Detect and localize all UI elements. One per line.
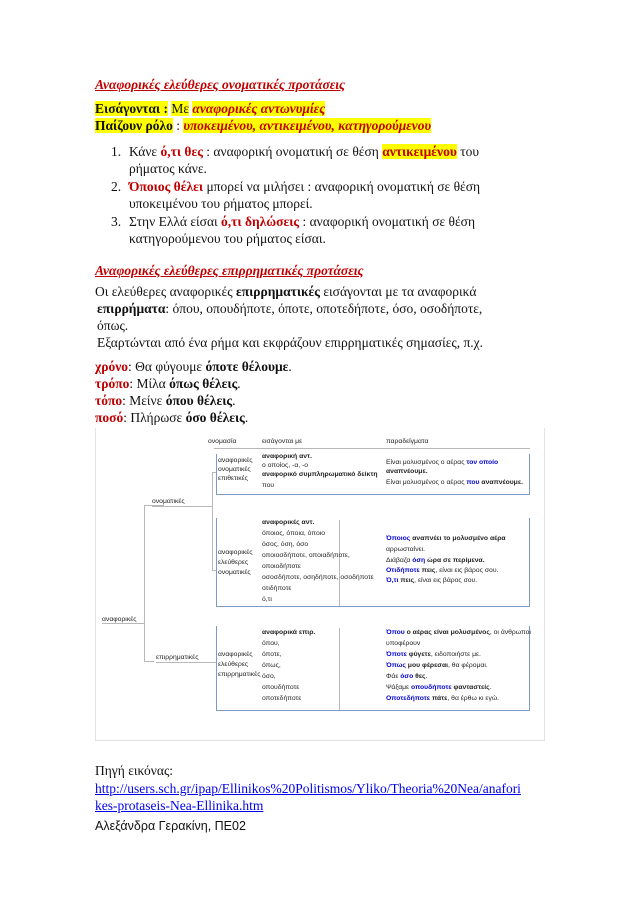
- row-name: ελεύθερες: [218, 559, 249, 566]
- ex-key: όση: [412, 557, 426, 564]
- example-line: [95, 358, 292, 375]
- ex-text: , οι άνθρωποι: [489, 629, 531, 636]
- list-item-cont: υποκειμένου του ρήματος μπορεί.: [129, 196, 313, 211]
- example-bold: όπως θέλεις: [169, 376, 238, 391]
- example-text: : Μείνε: [122, 393, 163, 408]
- list-item: [111, 143, 479, 160]
- ex-key: που: [466, 479, 480, 486]
- intro-text: όσο,: [262, 673, 276, 680]
- intro-bold: αναφορική αντ.: [262, 453, 312, 460]
- ex-text: Είναι μολυσμένος ο αέρας: [386, 459, 465, 466]
- intro-label: Εισάγονται :: [95, 101, 168, 116]
- role-value: υποκειμένου, αντικειμένου, κατηγορούμενου: [183, 118, 432, 133]
- item-key: ό,τι δηλώσεις: [221, 214, 300, 229]
- paragraph-line: Εξαρτώνται από ένα ρήμα και εκφράζουν επιρρηματικές σημασίες, π.χ.: [97, 335, 484, 350]
- header-name: ονομασία: [208, 438, 237, 445]
- ex-bold: φανταστείς: [453, 684, 490, 691]
- col-divider: [339, 628, 340, 710]
- role-line: [95, 117, 431, 134]
- example-text: : Μίλα: [129, 376, 166, 391]
- list-number: 2.: [111, 179, 122, 194]
- paragraph-line: [97, 300, 482, 317]
- row-bottom: [216, 710, 530, 711]
- row-bottom: [216, 494, 530, 495]
- intro-text: όπου,: [262, 640, 280, 647]
- ex-text: .: [425, 673, 428, 680]
- intro-text: οποιοδήποτε: [262, 563, 301, 570]
- source-link-cont[interactable]: kes-protaseis-Nea-Ellinika.htm: [95, 798, 264, 813]
- example: [386, 694, 499, 704]
- branch-adverbial: επιρρηματικές: [156, 654, 199, 661]
- list-item-cont: κατηγορούμενου του ρήματος είσαι.: [129, 231, 326, 246]
- ex-text: , θα έρθω κι εγώ.: [447, 695, 500, 702]
- ex-key: Ό,τι: [386, 577, 399, 584]
- header-divider: [214, 448, 530, 449]
- ex-bold: ώρα σε περίμενα.: [427, 557, 485, 564]
- example-bold: όποτε θέλουμε: [205, 359, 289, 374]
- ex-text: Διάβαζα: [386, 557, 411, 564]
- example: [386, 672, 427, 682]
- ex-bold: μου φέρεσαι: [407, 662, 449, 669]
- item-text: Κάνε: [129, 144, 158, 159]
- row-name: ονοματικές: [218, 569, 251, 576]
- ex-text: .: [425, 468, 428, 475]
- role-sep: :: [176, 118, 180, 133]
- ex-bold: πεις: [400, 577, 415, 584]
- ex-text: , είναι εις βάρος σου.: [435, 567, 499, 574]
- example: [386, 478, 523, 488]
- item-text: : αναφορική ονοματική σε θέση: [206, 144, 379, 159]
- ex-bold: φύγετε: [408, 651, 431, 658]
- intro-text: που: [262, 482, 275, 489]
- example-bold: όπου θέλεις: [165, 393, 233, 408]
- example-bold: όσο θέλεις: [185, 410, 245, 425]
- ex-key: Όπου: [386, 629, 405, 636]
- intro-bold: αναφορικές αντ.: [262, 519, 315, 526]
- intro-text: οποιοσδήποτε, οποιαδήποτε,: [262, 552, 350, 559]
- example: [386, 556, 485, 566]
- author-signature: Αλεξάνδρα Γερακίνη, ΠΕ02: [95, 819, 246, 833]
- para-text: εισάγονται με τα αναφορικά: [323, 284, 477, 299]
- item-text: Στην Ελλά είσαι: [129, 214, 218, 229]
- ex-text: Φάε: [386, 673, 399, 680]
- item-text: μπορεί να μιλήσει : αναφορική ονοματική σε θέση: [206, 179, 481, 194]
- ex-text: , είναι εις βάρος σου.: [414, 577, 478, 584]
- example: υποφέρουν: [386, 640, 421, 647]
- paragraph-line: [95, 283, 476, 300]
- list-number: 3.: [111, 214, 122, 229]
- row-name: επιθετικές: [218, 475, 248, 482]
- branch-nominal: ονοματικές: [152, 498, 185, 505]
- ex-key: Όποτε: [386, 651, 407, 658]
- example: [386, 683, 492, 693]
- intro-text: Με: [171, 101, 190, 116]
- section1-heading: Αναφορικές ελεύθερες ονοματικές προτάσεις: [95, 77, 346, 92]
- para-text: : όπου, οπουδήποτε, όποτε, οποτεδήποτε, όσο, οσοδήποτε,: [165, 301, 483, 316]
- intro-text: όποιος, όποια, όποιο: [262, 530, 326, 537]
- para-bold: επιρρήματα: [97, 301, 166, 316]
- intro-text: οσοσδήποτε, οσηδήποτε, οσοδήποτε: [262, 574, 374, 581]
- intro-text: όπως,: [262, 662, 281, 669]
- nominal-trunk: [212, 472, 213, 570]
- ex-bold: αναπνέουμε.: [481, 479, 523, 486]
- para-bold: επιρρηματικές: [235, 284, 320, 299]
- intro-bold: αναφορικό συμπληρωματικό δείκτη: [262, 471, 378, 478]
- example-label: ποσό: [95, 410, 124, 425]
- branch-connector: [144, 661, 154, 662]
- ex-text: .: [489, 684, 492, 691]
- ex-text: , ειδοποιήστε με.: [430, 651, 481, 658]
- row-bracket: [529, 518, 530, 606]
- ex-bold: πάτε: [431, 695, 448, 702]
- example: [386, 534, 506, 544]
- example-line: [95, 392, 235, 409]
- source-label: Πηγή εικόνας:: [95, 763, 174, 778]
- intro-text: ο οποίος, -α, -ο: [262, 462, 309, 469]
- intro-bold: αναφορικά επιρ.: [262, 629, 316, 636]
- paragraph-line: όπως.: [97, 318, 129, 333]
- example-line: [95, 375, 241, 392]
- root-connector: [102, 623, 144, 624]
- row-bracket: [529, 454, 530, 494]
- para-text: Οι ελεύθερες αναφορικές: [95, 284, 233, 299]
- example: [386, 628, 531, 638]
- item-key: Όποιος θέλει: [129, 179, 204, 194]
- ex-bold: πεις: [421, 567, 436, 574]
- ex-key: Όποιος: [386, 535, 411, 542]
- example-label: τρόπο: [95, 376, 130, 391]
- row-name: αναφορικές: [218, 457, 253, 464]
- row-name: αναφορικές: [218, 651, 253, 658]
- ex-bold: αναπνέουμε: [386, 468, 426, 475]
- example-text: : Πλήρωσε: [123, 410, 183, 425]
- header-intro: εισάγονται με: [262, 438, 303, 445]
- intro-text: όποτε,: [262, 651, 282, 658]
- role-label: Παίζουν ρόλο: [95, 118, 173, 133]
- row-name: αναφορικές: [218, 549, 253, 556]
- example: [386, 650, 481, 660]
- example-text: .: [244, 410, 249, 425]
- intro-value: αναφορικές αντωνυμίες: [192, 101, 326, 116]
- source-link[interactable]: http://users.sch.gr/ipap/Ellinikos%20Politismos/Yliko/Theoria%20Nea/anafori: [95, 781, 521, 796]
- branch-underline: [156, 662, 216, 663]
- example: [386, 467, 428, 477]
- branch-underline: [152, 506, 212, 507]
- list-item-cont: ρήματος κάνε.: [129, 161, 207, 176]
- ex-bold: θες: [415, 673, 426, 680]
- ex-bold: ο αέρας είναι μολυσμένος: [406, 629, 490, 636]
- example-text: .: [232, 393, 236, 408]
- row-bracket: [529, 626, 530, 710]
- item-text: του: [460, 144, 480, 159]
- row-name: ελεύθερες: [218, 661, 249, 668]
- list-number: 1.: [111, 144, 122, 159]
- item-key: ό,τι θες: [160, 144, 203, 159]
- example: [386, 661, 488, 671]
- row-bracket: [216, 454, 217, 494]
- col-divider: [339, 520, 340, 606]
- row-bracket: [216, 518, 217, 606]
- example-label: χρόνο: [95, 359, 128, 374]
- ex-text: , θα φέρομαι.: [448, 662, 488, 669]
- example-text: : Θα φύγουμε: [128, 359, 203, 374]
- intro-text: ό,τι: [262, 596, 272, 603]
- example: [386, 566, 498, 576]
- example-line: [95, 409, 248, 426]
- example: αρρωσταίνει.: [386, 546, 426, 553]
- ex-key: Οποτεδήποτε: [386, 695, 431, 702]
- ex-text: Είναι μολυσμένος ο αέρας: [386, 479, 465, 486]
- ex-key: όσο: [400, 673, 414, 680]
- example: [386, 576, 477, 586]
- example-text: .: [237, 376, 241, 391]
- example-label: τόπο: [95, 393, 123, 408]
- intro-line: [95, 100, 325, 117]
- relative-clauses-diagram: [95, 428, 545, 741]
- ex-text: Ψάξαμε: [386, 684, 410, 691]
- row-bracket: [216, 626, 217, 710]
- row-name: ονοματικές: [218, 466, 251, 473]
- header-examples: παραδείγματα: [386, 438, 429, 445]
- item-role: αντικειμένου: [382, 144, 457, 159]
- row-name: επιρρηματικές: [218, 671, 261, 678]
- tree-root: αναφορικές: [102, 616, 137, 623]
- intro-text: οποτεδήποτε: [262, 695, 302, 702]
- row-bottom: [216, 606, 530, 607]
- ex-key: Όπως: [386, 662, 406, 669]
- intro-text: οτιδήποτε: [262, 585, 292, 592]
- ex-key: Οτιδήποτε: [386, 567, 420, 574]
- example-text: .: [288, 359, 292, 374]
- root-trunk: [144, 505, 145, 661]
- intro-text: όσος, όση, όσο: [262, 541, 309, 548]
- item-text: : αναφορική ονοματική σε θέση: [302, 214, 476, 229]
- ex-key: οπουδήποτε: [410, 684, 452, 691]
- section2-heading: Αναφορικές ελεύθερες επιρρηματικές προτάσεις: [95, 263, 364, 278]
- ex-key: τον οποίο: [466, 459, 499, 466]
- intro-text: οπουδήποτε: [262, 684, 300, 691]
- ex-bold: αναπνέει το μολυσμένο αέρα: [412, 535, 506, 542]
- list-item: [111, 178, 480, 195]
- list-item: [111, 213, 475, 230]
